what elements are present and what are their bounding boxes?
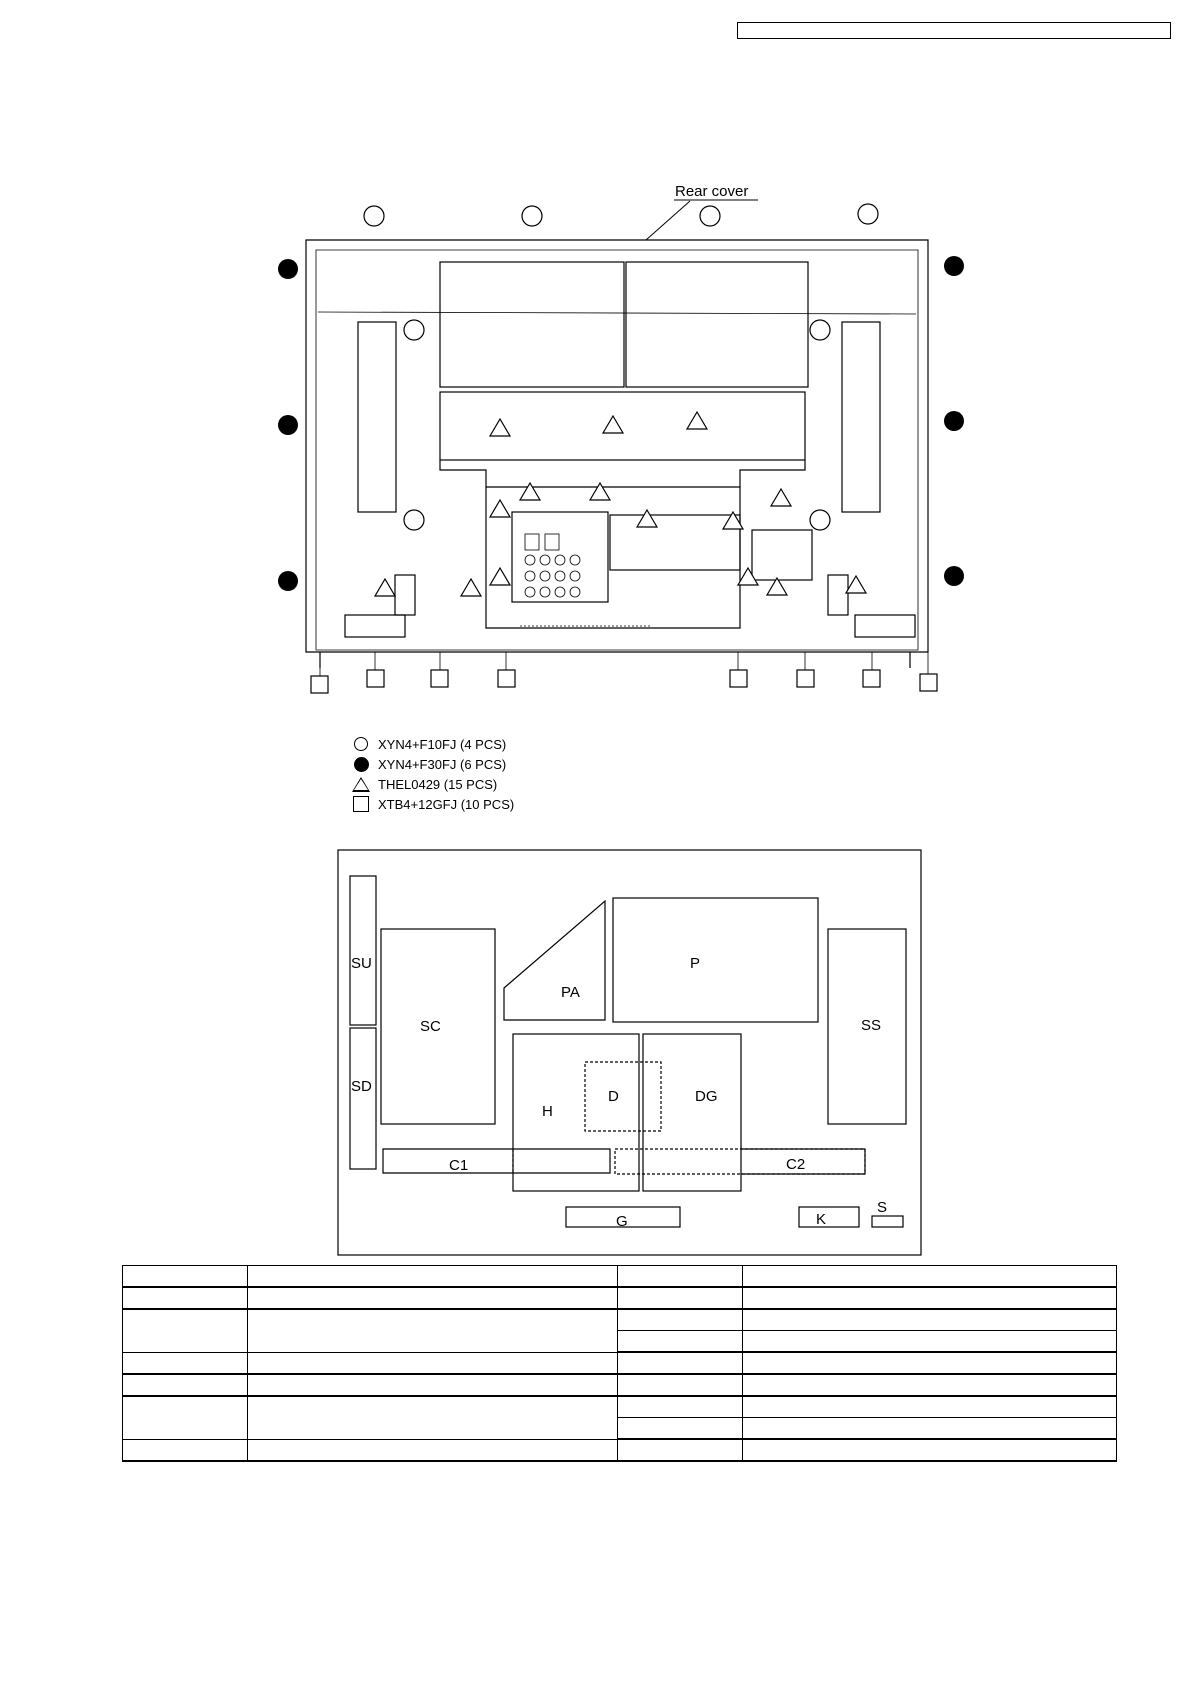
table-row [123, 1309, 1117, 1331]
triangle-icon [375, 579, 395, 596]
screw-legend [350, 734, 514, 814]
table-cell [743, 1287, 1117, 1309]
table-cell [743, 1396, 1117, 1418]
board-c2-label: C2 [786, 1156, 806, 1173]
legend-row [350, 754, 514, 774]
triangle-icon [846, 576, 866, 593]
table-cell [743, 1331, 1117, 1353]
rear-cover-label: Rear cover [675, 183, 749, 200]
legend-row [350, 774, 514, 794]
board-k-label: K [816, 1211, 827, 1228]
table-cell [123, 1287, 248, 1309]
triangle-icon [603, 416, 623, 433]
triangle-markers [375, 412, 866, 596]
legend-label: XYN4+F30FJ (6 PCS) [378, 756, 507, 772]
square-markers [311, 670, 937, 693]
open-circle-markers [364, 204, 878, 226]
table-cell [743, 1352, 1117, 1374]
parts-table [122, 1265, 1117, 1462]
board-ss-label: SS [861, 1017, 882, 1034]
board-h-label: H [542, 1103, 553, 1120]
table-cell [743, 1439, 1117, 1461]
table-cell [248, 1287, 618, 1309]
table-cell [618, 1374, 743, 1396]
legend-row [350, 734, 514, 754]
table-cell [618, 1331, 743, 1353]
table-cell [123, 1266, 248, 1288]
square-icon [367, 670, 384, 687]
square-icon [920, 674, 937, 691]
legend-label: THEL0429 (15 PCS) [378, 776, 498, 792]
open-circle-icon [522, 206, 542, 226]
table-row [123, 1352, 1117, 1374]
triangle-icon [490, 500, 510, 517]
board-dg-label: DG [695, 1088, 718, 1105]
board-p [613, 898, 818, 1022]
table-cell [618, 1439, 743, 1461]
open-circle-icon [354, 737, 368, 751]
filled-circle-icon [944, 566, 964, 586]
square-icon [311, 676, 328, 693]
table-cell [248, 1266, 618, 1288]
board-c1-label: C1 [449, 1157, 469, 1174]
legend-row [350, 794, 514, 814]
table-cell [123, 1309, 248, 1352]
table-cell [618, 1418, 743, 1440]
board-g-label: G [616, 1213, 628, 1230]
board-layout-frame [338, 850, 921, 1255]
table-cell [618, 1396, 743, 1418]
board-su [350, 876, 376, 1025]
triangle-icon [490, 419, 510, 436]
filled-circle-icon [944, 411, 964, 431]
square-icon [353, 796, 369, 812]
table-cell [618, 1287, 743, 1309]
table-cell [123, 1374, 248, 1396]
table-cell [248, 1374, 618, 1396]
filled-circle-icon [944, 256, 964, 276]
table-row [123, 1287, 1117, 1309]
table-cell [248, 1396, 618, 1439]
table-row [123, 1396, 1117, 1418]
square-icon [431, 670, 448, 687]
legend-label: XTB4+12GFJ (10 PCS) [378, 796, 515, 812]
board-p-label: P [690, 955, 701, 972]
board-sd [350, 1028, 376, 1169]
filled-circle-markers [278, 256, 964, 591]
board-dg [643, 1034, 741, 1191]
triangle-icon [520, 483, 540, 500]
table-cell [618, 1266, 743, 1288]
triangle-icon [352, 777, 370, 792]
board-pa [504, 901, 605, 1020]
table-cell [248, 1352, 618, 1374]
table-cell [743, 1418, 1117, 1440]
table-row [123, 1374, 1117, 1396]
board-h [513, 1034, 639, 1191]
board-s [872, 1216, 903, 1227]
table-row [123, 1439, 1117, 1461]
table-cell [248, 1309, 618, 1352]
filled-circle-icon [354, 757, 369, 772]
board-su-label: SU [351, 955, 372, 972]
legend-label: XYN4+F10FJ (4 PCS) [378, 736, 507, 752]
filled-circle-icon [278, 415, 298, 435]
triangle-icon [771, 489, 791, 506]
open-circle-icon [858, 204, 878, 224]
square-icon [863, 670, 880, 687]
triangle-icon [637, 510, 657, 527]
triangle-icon [738, 568, 758, 585]
triangle-icon [490, 568, 510, 585]
triangle-icon [461, 579, 481, 596]
board-k [799, 1207, 859, 1227]
table-cell [743, 1309, 1117, 1331]
triangle-icon [687, 412, 707, 429]
table-cell [618, 1309, 743, 1331]
filled-circle-icon [278, 571, 298, 591]
triangle-icon [590, 483, 610, 500]
board-d-label: D [608, 1088, 619, 1105]
table-cell [743, 1374, 1117, 1396]
square-icon [730, 670, 747, 687]
open-circle-icon [364, 206, 384, 226]
open-circle-icon [700, 206, 720, 226]
square-icon [498, 670, 515, 687]
table-cell [743, 1266, 1117, 1288]
table-cell [123, 1396, 248, 1439]
cabinet-outline [306, 240, 928, 652]
board-sd-label: SD [351, 1078, 372, 1095]
board-d [585, 1062, 661, 1131]
square-icon [797, 670, 814, 687]
board-layout [338, 850, 921, 1255]
table-cell [618, 1352, 743, 1374]
filled-circle-icon [278, 259, 298, 279]
table-row [123, 1266, 1117, 1288]
board-c1 [383, 1149, 610, 1173]
board-pa-label: PA [561, 984, 580, 1001]
table-cell [123, 1439, 248, 1461]
board-s-label: S [877, 1199, 888, 1216]
board-sc-label: SC [420, 1018, 441, 1035]
table-cell [123, 1352, 248, 1374]
table-cell [248, 1439, 618, 1461]
